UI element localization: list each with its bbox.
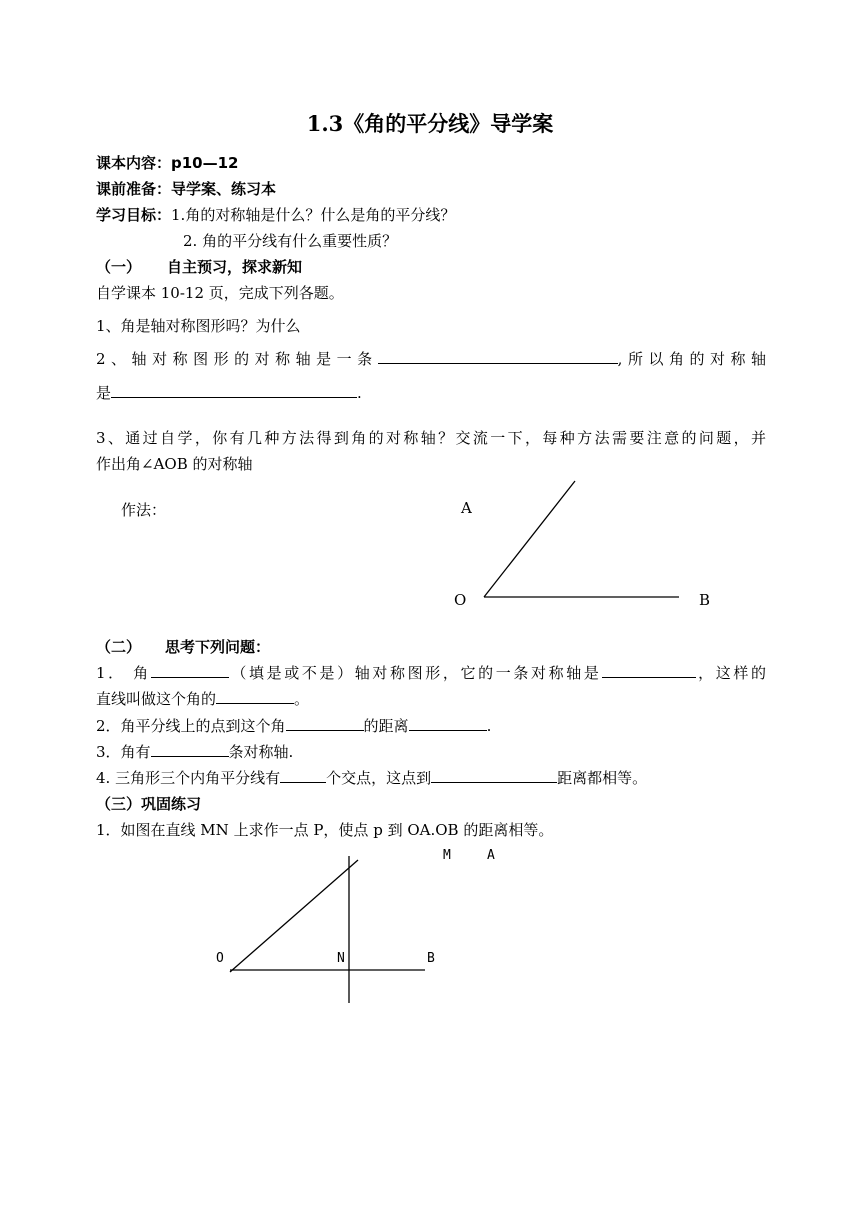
section-1-intro: 自学课本 10-12 页，完成下列各题。 [96,284,344,302]
section-3-heading: （三）巩固练习 [96,795,202,813]
section-1-q3-line1: 3、通过自学，你有几种方法得到角的对称轴？交流一下，每种方法需要注意的问题，并 [96,429,766,447]
goals-label: 学习目标： [96,206,172,224]
s2q1-text-b: （填是或不是）轴对称图形，它的一条对称轴是 [228,664,602,682]
s2q2-text-b: 的距离 [363,717,409,735]
label-m: M [443,848,451,863]
goal-2: 2. 角的平分线有什么重要性质？ [183,232,398,250]
s2q1-text-d: 直线叫做这个角的 [96,690,217,708]
section-1-title: 自主预习，探求新知 [167,258,303,276]
s2q1-text-c: ，这样的 [695,664,766,682]
exercise-figure [216,848,495,1003]
section-3-q1: 1．如图在直线 MN 上求作一点 P，使点 p 到 OA.OB 的距离相等。 [96,821,554,839]
page-title: 1.3《角的平分线》导学案 [306,111,554,136]
s2q2-text-a: 2．角平分线上的点到这个角 [96,717,286,735]
q2-text-a: 2、轴对称图形的对称轴是一条 [96,350,378,368]
course-content: 课本内容：p10—12 [96,154,239,172]
label-b-2: B [427,951,435,966]
label-a: A [461,499,472,517]
q2-text-b: ,所以角的对称轴 [617,350,766,368]
section-1-q3-line2: 作出角∠AOB 的对称轴 [96,455,253,473]
q2-text-c: 是 [96,384,112,402]
method-label: 作法： [121,501,167,519]
s2q1-text-a: 1． 角 [96,664,151,682]
s2q4-text-a: 4. 三角形三个内角平分线有 [96,769,281,787]
s2q1-text-e: 。 [294,690,310,708]
s2q4-text-b: 个交点，这点到 [326,769,432,787]
preparation: 课前准备：导学案、练习本 [96,180,277,198]
label-n: N [337,951,345,966]
section-1-number: （一） [96,258,142,276]
section-1-q1: 1、角是轴对称图形吗？为什么 [96,317,301,335]
section-2-title: 思考下列问题： [165,638,271,656]
s2q4-text-c: 距离都相等。 [557,769,648,787]
s2q2-text-c: . [486,717,492,735]
label-o-2: O [216,951,224,966]
label-b: B [699,591,711,609]
ray-oa [484,481,575,597]
q2-text-d: . [357,384,362,402]
label-a-2: A [487,848,495,863]
label-o: O [454,591,467,609]
s2q3-text-b: 条对称轴. [228,743,294,761]
s2q3-text-a: 3．角有 [96,743,151,761]
goal-1: 1.角的对称轴是什么？什么是角的平分线？ [171,206,456,224]
section-2-number: （二） [96,638,142,656]
angle-aob-figure [454,481,710,609]
